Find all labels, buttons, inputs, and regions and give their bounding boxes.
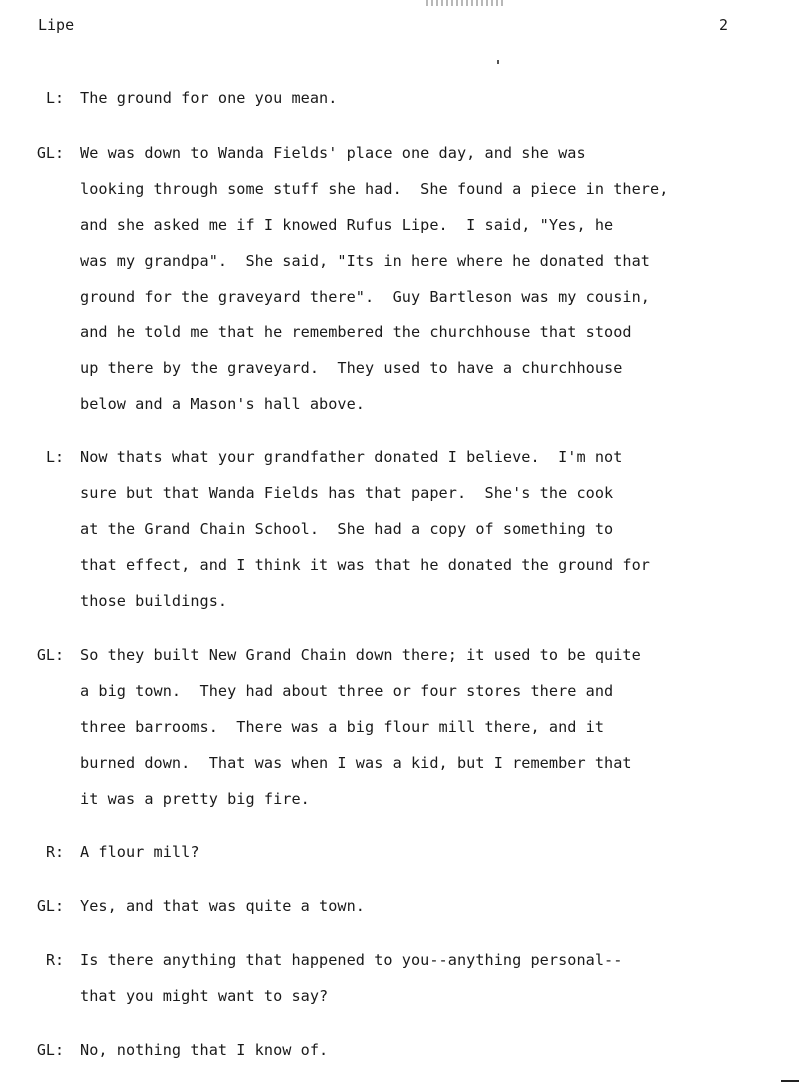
speaker-label: GL: xyxy=(36,144,64,162)
transcript-line: sure but that Wanda Fields has that paper. She's the cook xyxy=(80,484,614,502)
speaker-label: GL: xyxy=(36,646,64,664)
transcript-line: Now thats what your grandfather donated I believe. I'm not xyxy=(80,448,623,466)
transcript-line: The ground for one you mean. xyxy=(80,89,338,107)
transcript-line: burned down. That was when I was a kid, but I remember that xyxy=(80,754,632,772)
transcript-line: was my grandpa". She said, "Its in here where he donated that xyxy=(80,252,651,270)
header-page-number: 2 xyxy=(719,16,729,34)
transcript-line: Is there anything that happened to you--anything personal-- xyxy=(80,951,623,969)
speaker-label: R: xyxy=(45,843,64,861)
transcript-line: at the Grand Chain School. She had a copy of something to xyxy=(80,520,614,538)
scan-edge-mark xyxy=(781,1080,799,1082)
speaker-label: GL: xyxy=(36,1041,64,1059)
transcript-line: those buildings. xyxy=(80,592,228,610)
speaker-label: R: xyxy=(45,951,64,969)
transcript-line: No, nothing that I know of. xyxy=(80,1041,329,1059)
transcript-line: Yes, and that was quite a town. xyxy=(80,897,366,915)
scan-artifact xyxy=(426,0,506,6)
transcript-line: three barrooms. There was a big flour mill there, and it xyxy=(80,718,605,736)
transcript-line: A flour mill? xyxy=(80,843,200,861)
transcript-line: it was a pretty big fire. xyxy=(80,790,310,808)
header-interviewee-name: Lipe xyxy=(38,16,75,34)
transcript-line: and he told me that he remembered the churchhouse that stood xyxy=(80,323,632,341)
transcript-line: looking through some stuff she had. She found a piece in there, xyxy=(80,180,669,198)
transcript-line: and she asked me if I knowed Rufus Lipe. I said, "Yes, he xyxy=(80,216,614,234)
transcript-line: So they built New Grand Chain down there; it used to be quite xyxy=(80,646,641,664)
scan-speck xyxy=(497,60,499,64)
transcript-line: a big town. They had about three or four stores there and xyxy=(80,682,614,700)
speaker-label: L: xyxy=(45,448,64,466)
transcript-line: up there by the graveyard. They used to have a churchhouse xyxy=(80,359,623,377)
speaker-label: L: xyxy=(45,89,64,107)
transcript-line: that effect, and I think it was that he donated the ground for xyxy=(80,556,651,574)
transcript-line: below and a Mason's hall above. xyxy=(80,395,366,413)
transcript-line: that you might want to say? xyxy=(80,987,329,1005)
speaker-label: GL: xyxy=(36,897,64,915)
transcript-line: We was down to Wanda Fields' place one day, and she was xyxy=(80,144,586,162)
transcript-line: ground for the graveyard there". Guy Bartleson was my cousin, xyxy=(80,288,651,306)
